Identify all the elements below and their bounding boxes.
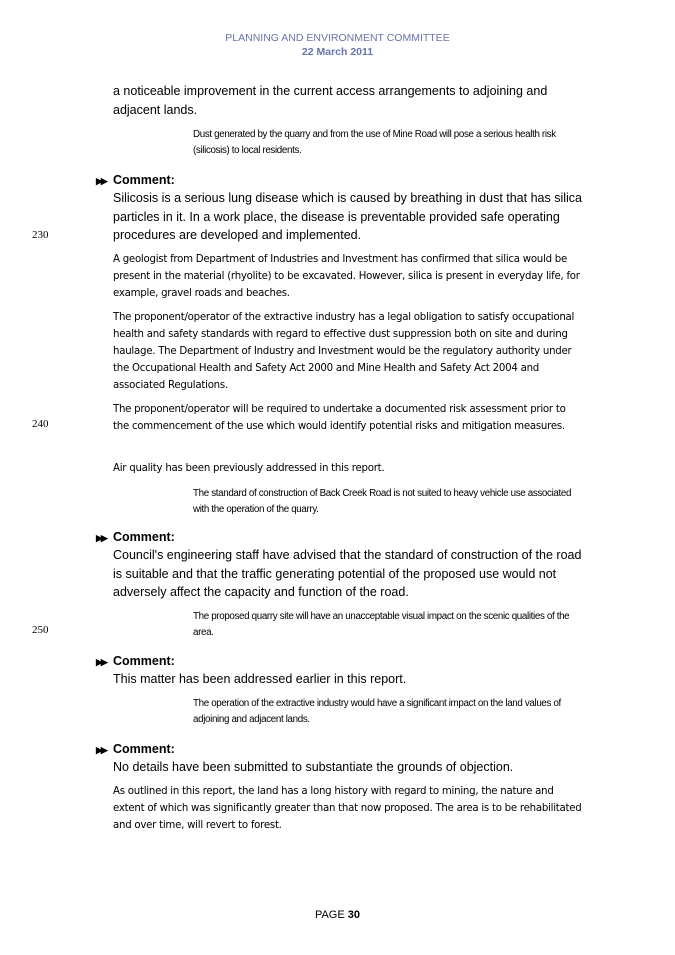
page-footer bbox=[0, 909, 675, 921]
line-number-250: 250 bbox=[32, 624, 49, 636]
meeting-date: 22 March 2011 bbox=[301, 46, 374, 58]
comment-heading bbox=[96, 740, 175, 759]
paragraph-mining-history: As outlined in this report, the land has a long history with regard to mining, the nature and extent of which was significantly greater than that now proposed. The area is to be rehabilitated and over time, will revert to forest. bbox=[113, 786, 582, 831]
page-label: PAGE bbox=[314, 909, 345, 921]
comment-label: Comment: bbox=[113, 530, 175, 544]
paragraph-geologist: A geologist from Department of Industries and Investment has confirmed that silica would be present in the material (rhyolite) to be excavated. However, silica is present in everyday life, for example, gravel roads and beaches. bbox=[113, 254, 580, 299]
objection-quote-visual: The proposed quarry site will have an unacceptable visual impact on the scenic qualities of the area. bbox=[193, 611, 570, 638]
paragraph-air-quality: Air quality has been previously addressed in this report. bbox=[113, 463, 385, 474]
comment-heading bbox=[96, 652, 175, 671]
intro-text: a noticeable improvement in the current access arrangements to adjoining and adjacent lands. bbox=[113, 84, 548, 117]
line-number-240: 240 bbox=[32, 418, 49, 430]
paragraph-ohs-obligation: The proponent/operator of the extractive industry has a legal obligation to satisfy occupational health and safety standards with regard to effective dust suppression both on site and during haulage. The Department of Industry and Investment would be the regulatory authority under the Occupational Health and Safety Act 2000 and Mine Health and Safety Act 2004 and associated Regulations. bbox=[113, 312, 575, 391]
comment-text-addressed: This matter has been addressed earlier in this report. bbox=[113, 672, 407, 686]
page-number: 30 bbox=[347, 909, 361, 921]
double-arrow-icon: ▶▶ bbox=[96, 657, 106, 667]
paragraph-risk-assessment: The proponent/operator will be required to undertake a documented risk assessment prior to the commencement of the use which would identify potential risks and mitigation measures. bbox=[113, 404, 566, 432]
committee-title: PLANNING AND ENVIRONMENT COMMITTEE bbox=[225, 32, 450, 44]
comment-text-no-details: No details have been submitted to substantiate the grounds of objection. bbox=[113, 760, 514, 774]
double-arrow-icon: ▶▶ bbox=[96, 176, 106, 186]
comment-heading bbox=[96, 171, 175, 190]
objection-quote-land-values: The operation of the extractive industry would have a significant impact on the land values of adjoining and adjacent lands. bbox=[193, 698, 561, 725]
comment-text-silicosis: Silicosis is a serious lung disease which is caused by breathing in dust that has silica particles in it. In a work place, the disease is preventable provided safe operating procedures are developed and implemented. bbox=[113, 191, 582, 242]
objection-quote-dust: Dust generated by the quarry and from the use of Mine Road will pose a serious health risk (silicosis) to local residents. bbox=[193, 129, 556, 156]
comment-label: Comment: bbox=[113, 173, 175, 187]
double-arrow-icon: ▶▶ bbox=[96, 533, 106, 543]
comment-text-engineering: Council's engineering staff have advised that the standard of construction of the road is suitable and that the traffic generating potential of the proposed use would not adversely affect the capacity and function of the road. bbox=[113, 548, 582, 599]
double-arrow-icon: ▶▶ bbox=[96, 745, 106, 755]
line-number-230: 230 bbox=[32, 229, 49, 241]
comment-label: Comment: bbox=[113, 742, 175, 756]
comment-label: Comment: bbox=[113, 654, 175, 668]
page-header bbox=[0, 31, 675, 59]
comment-heading bbox=[96, 528, 175, 547]
objection-quote-road: The standard of construction of Back Creek Road is not suited to heavy vehicle use associated with the operation of the quarry. bbox=[193, 488, 572, 515]
